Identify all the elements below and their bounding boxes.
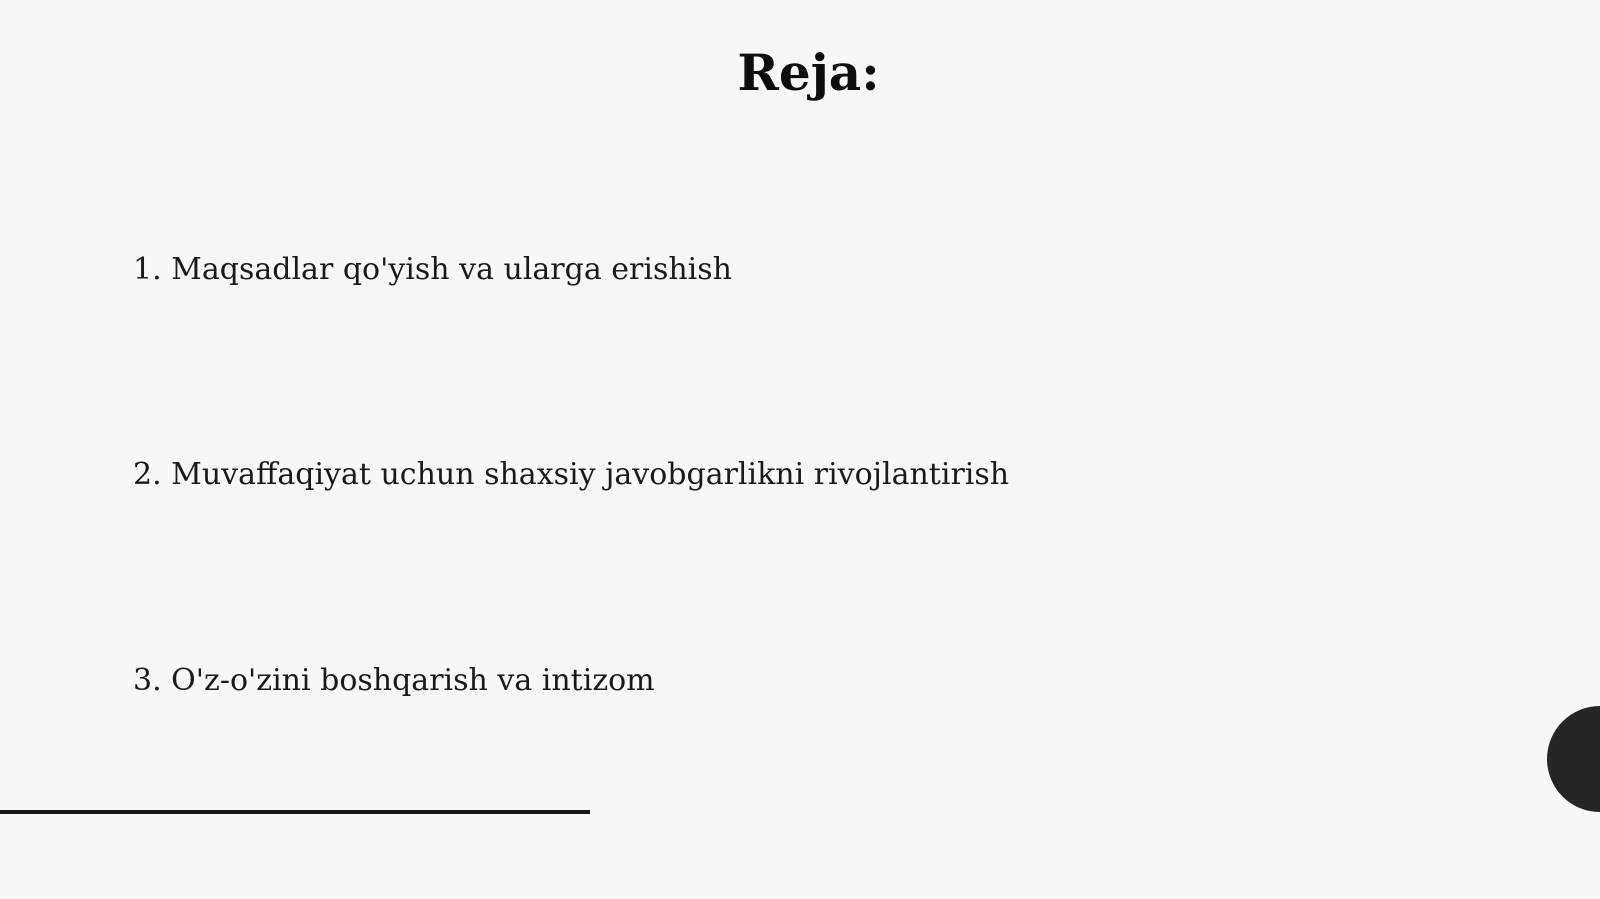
plan-item-number: 2. — [133, 457, 162, 492]
plan-item-number: 3. — [133, 663, 162, 698]
plan-item-text: O'z-o'zini boshqarish va intizom — [171, 663, 655, 698]
plan-item-1 — [133, 250, 732, 290]
plan-item-2 — [133, 455, 1009, 495]
plan-item-number: 1. — [133, 252, 162, 287]
decorative-half-circle — [1547, 706, 1600, 812]
plan-item-3 — [133, 661, 655, 701]
slide-title: Reja: — [737, 43, 880, 102]
plan-item-text: Muvaffaqiyat uchun shaxsiy javobgarlikni rivojlantirish — [171, 457, 1010, 492]
decorative-underline — [0, 810, 590, 814]
plan-item-text: Maqsadlar qo'yish va ularga erishish — [171, 252, 732, 287]
